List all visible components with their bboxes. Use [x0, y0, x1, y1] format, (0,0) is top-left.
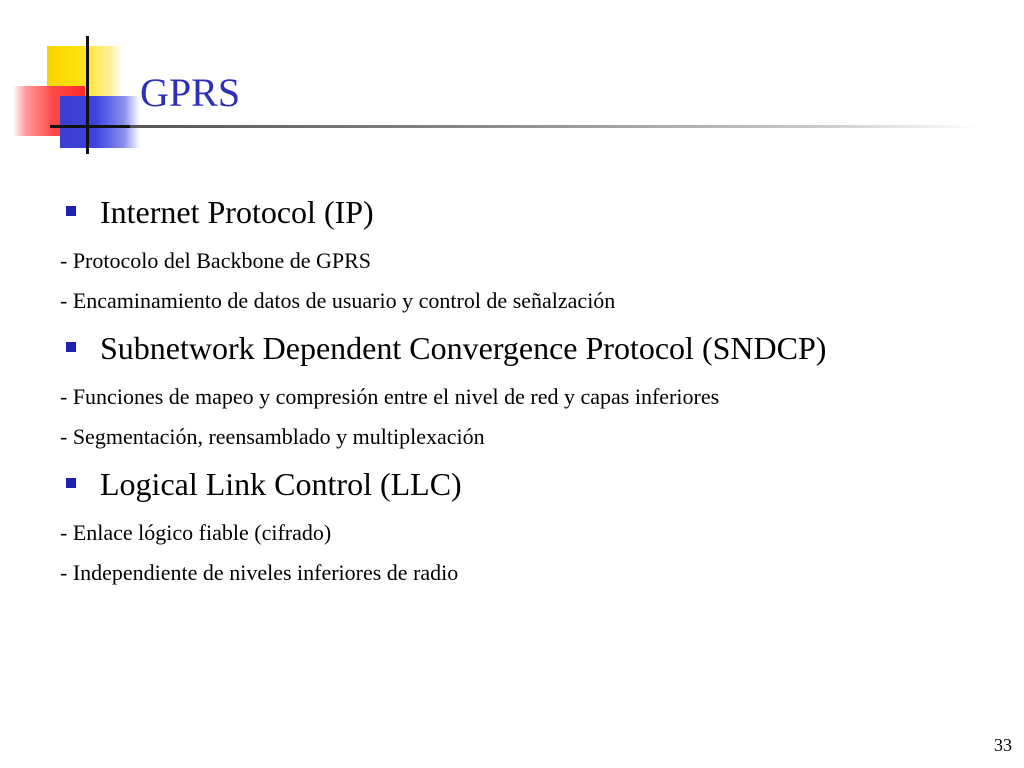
section: [60, 462, 960, 586]
page-number: 33: [994, 735, 1012, 755]
blue-square: [60, 96, 140, 148]
sub-item: - Segmentación, reensamblado y multiplexación: [60, 424, 485, 449]
section: [60, 190, 960, 314]
vertical-line: [86, 36, 89, 154]
slide-title: GPRS: [140, 70, 241, 115]
sub-item: - Funciones de mapeo y compresión entre el nivel de red y capas inferiores: [60, 384, 720, 409]
decorative-logo: [0, 0, 150, 160]
bullet-heading: [60, 462, 960, 506]
bullet-heading-text: Internet Protocol (IP): [100, 194, 374, 230]
sub-item: - Encaminamiento de datos de usuario y control de señalzación: [60, 288, 616, 313]
bullet-heading: [60, 326, 960, 370]
square-bullet-icon: [66, 478, 76, 488]
sub-item: - Enlace lógico fiable (cifrado): [60, 520, 332, 545]
title-divider: [130, 125, 980, 128]
horizontal-line: [50, 125, 130, 128]
bullet-heading: [60, 190, 960, 234]
square-bullet-icon: [66, 342, 76, 352]
section: [60, 326, 960, 450]
bullet-heading-text: Logical Link Control (LLC): [100, 466, 462, 502]
square-bullet-icon: [66, 206, 76, 216]
bullet-heading-text: Subnetwork Dependent Convergence Protocol (SNDCP): [100, 330, 827, 366]
slide-content: [60, 190, 960, 586]
sub-item: - Independiente de niveles inferiores de radio: [60, 560, 459, 585]
sub-item: - Protocolo del Backbone de GPRS: [60, 248, 372, 273]
